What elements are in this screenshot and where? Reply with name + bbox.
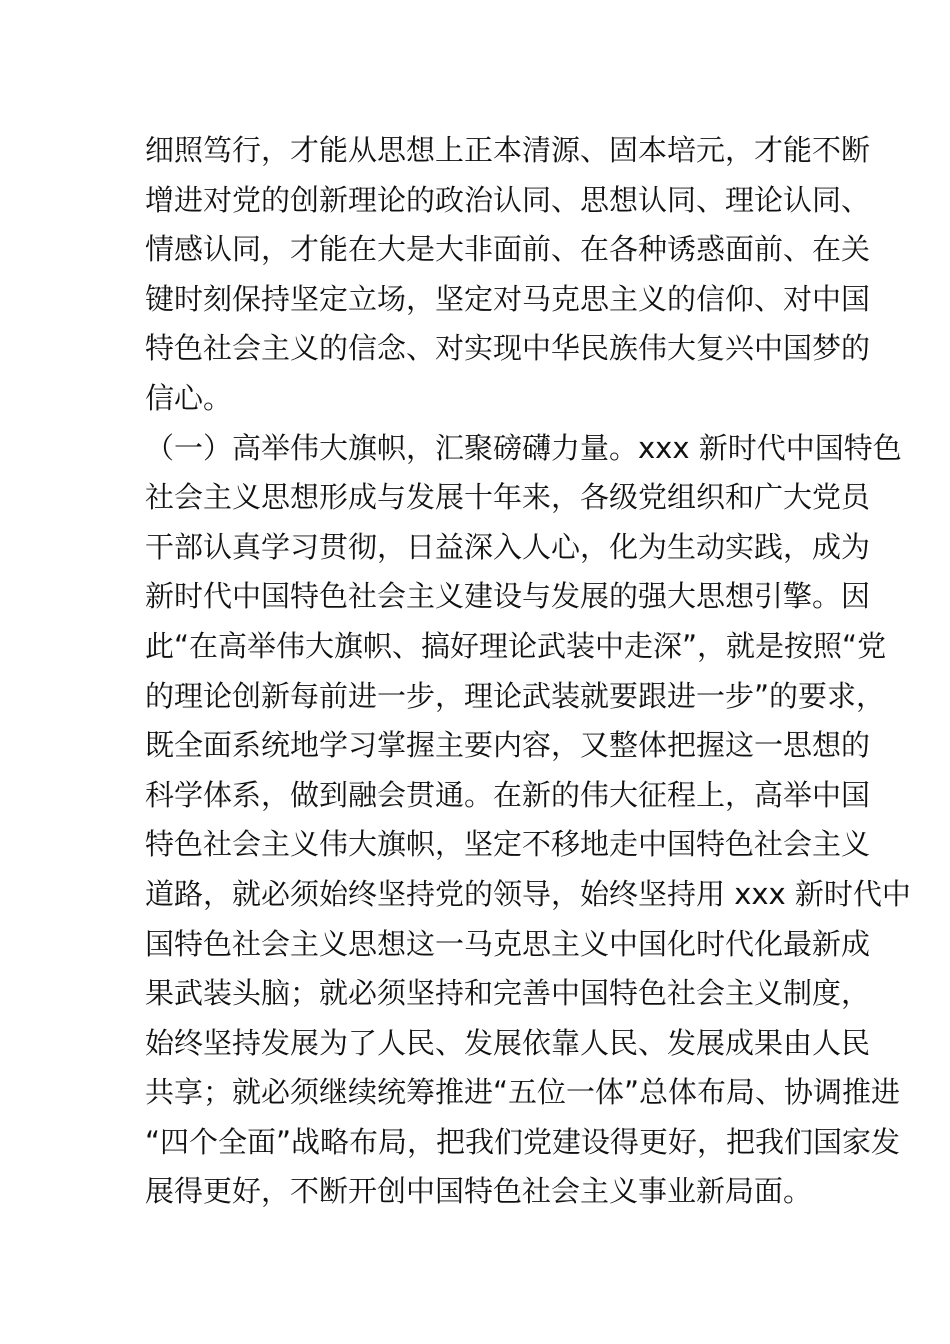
text-line: 干部认真学习贯彻，日益深入人心，化为生动实践，成为: [145, 529, 871, 564]
text-line: （一）高举伟大旗帜，汇聚磅礴力量。xxx 新时代中国特色: [145, 430, 902, 465]
text-line: 增进对党的创新理论的政治认同、思想认同、理论认同、: [145, 182, 871, 217]
text-line: 键时刻保持坚定立场，坚定对马克思主义的信仰、对中国: [145, 281, 871, 316]
text-line: 信心。: [145, 380, 233, 415]
text-line: 国特色社会主义思想这一马克思主义中国化时代化最新成: [145, 926, 871, 961]
text-line: “四个全面”战略布局，把我们党建设得更好，把我们国家发: [145, 1124, 901, 1159]
text-line: 既全面系统地学习掌握主要内容，又整体把握这一思想的: [145, 728, 871, 763]
text-line: 的理论创新每前进一步，理论武装就要跟进一步”的要求，: [145, 678, 886, 713]
text-line: 果武装头脑；就必须坚持和完善中国特色社会主义制度，: [145, 976, 871, 1011]
text-line: 细照笃行，才能从思想上正本清源、固本培元，才能不断: [145, 133, 871, 167]
text-line: 特色社会主义的信念、对实现中华民族伟大复兴中国梦的: [145, 331, 871, 366]
text-line: 道路，就必须始终坚持党的领导，始终坚持用 xxx 新时代中: [145, 876, 911, 911]
text-line: 社会主义思想形成与发展十年来，各级党组织和广大党员: [145, 480, 871, 515]
text-line: 始终坚持发展为了人民、发展依靠人民、发展成果由人民: [145, 1025, 871, 1060]
text-line: 新时代中国特色社会主义建设与发展的强大思想引擎。因: [145, 579, 871, 614]
text-line: 特色社会主义伟大旗帜，坚定不移地走中国特色社会主义: [145, 827, 871, 862]
paragraph-2: [145, 424, 911, 1218]
body-text: [145, 126, 911, 1217]
text-line: 共享；就必须继续统筹推进“五位一体”总体布局、协调推进: [145, 1075, 901, 1110]
text-line: 科学体系，做到融会贯通。在新的伟大征程上，高举中国: [145, 777, 871, 812]
text-line: 情感认同，才能在大是大非面前、在各种诱惑面前、在关: [145, 232, 871, 267]
text-line: 展得更好，不断开创中国特色社会主义事业新局面。: [145, 1174, 813, 1209]
paragraph-1: [145, 126, 871, 424]
text-line: 此“在高举伟大旗帜、搞好理论武装中走深”，就是按照“党: [145, 628, 887, 663]
